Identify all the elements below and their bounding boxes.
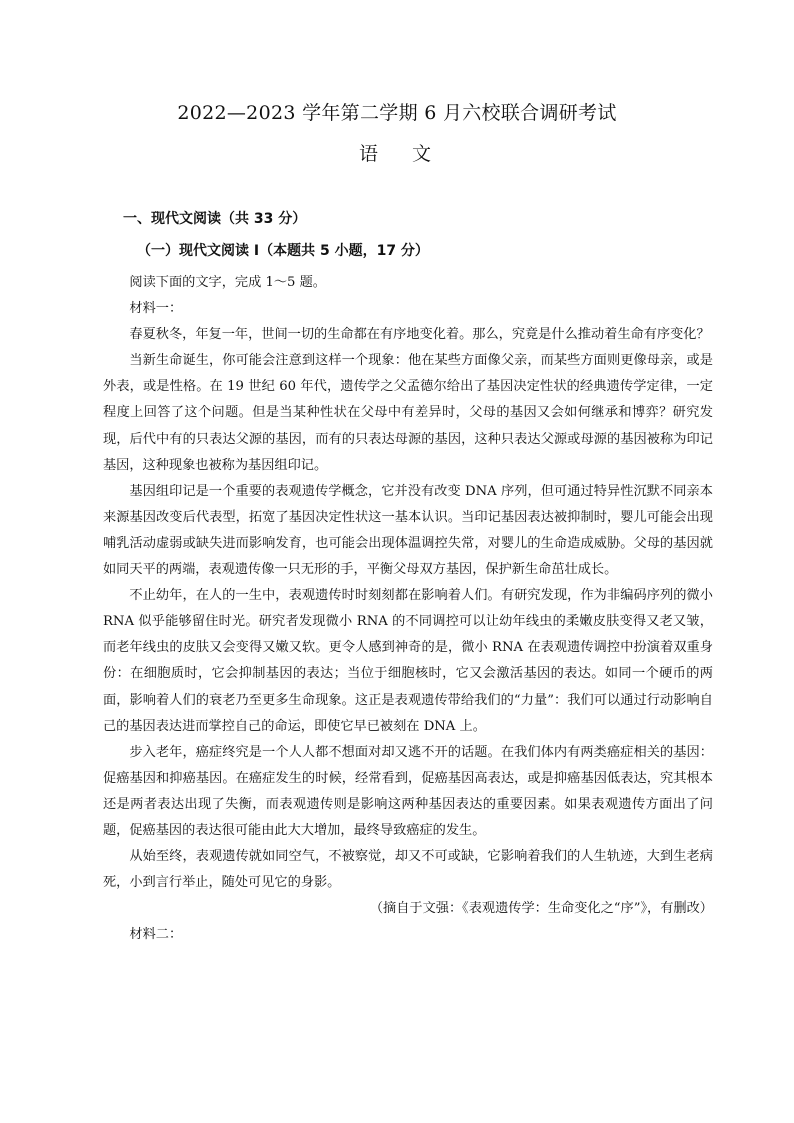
paragraph-2: 当新生命诞生，你可能会注意到这样一个现象：他在某些方面像父亲，而某些方面则更像母亲，或是外表，或是性格。在 19 世纪 60 年代，遗传学之父孟德尔给出了基因决定性状的经典遗传学定律，一定程度上回答了这个问题。但是当某种性状在父母中有差异时，父母的基因又会如何继承和博弈？研究发现，后代中有的只表达父源的基因，而有的只表达母源的基因，这种只表达父源或母源的基因被称为印记基因，这种现象也被称为基因组印记。 [103,353,713,473]
instruction-text: 阅读下面的文字，完成 1～5 题。 [129,275,326,290]
reading-passage [103,270,713,948]
subject-title: 语 文 [358,143,446,165]
section-heading: 一、现代文阅读（共 33 分） [123,211,307,227]
paragraph-6: 从始至终，表观遗传就如同空气，不被察觉，却又不可或缺，它影响着我们的人生轨迹，大到生老病死，小到言行举止，随处可见它的身影。 [103,849,713,891]
paragraph-3: 基因组印记是一个重要的表观遗传学概念，它并没有改变 DNA 序列，但可通过特异性沉默不同亲本来源基因改变后代表型，拓宽了基因决定性状这一基本认识。当印记基因表达被抑制时，婴儿可能会出现哺乳活动虚弱或缺失进而影响发育，也可能会出现体温调控失常，对婴儿的生命造成威胁。父母的基因就如同天平的两端，表观遗传像一只无形的手，平衡父母双方基因，保护新生命茁壮成长。 [103,483,713,578]
material-one-label: 材料一： [129,301,183,317]
source-citation: （摘自于文强：《表观遗传学：生命变化之“序”》，有删改） [369,901,713,917]
material-two-label: 材料二： [129,927,183,943]
paragraph-4: 不止幼年，在人的一生中，表观遗传时时刻刻都在影响着人们。有研究发现，作为非编码序列的微小 RNA 似乎能够留住时光。研究者发现微小 RNA 的不同调控可以让幼年线虫的柔嫩皮肤变得又老又皱，而老年线虫的皮肤又会变得又嫩又软。更令人感到神奇的是，微小 RNA 在表观遗传调控中扮演着双重身份：在细胞质时，它会抑制基因的表达；当位于细胞核时，它又会激活基因的表达。如同一个硬币的两面，影响着人们的衰老乃至更多生命现象。这正是表观遗传带给我们的“力量”：我们可以通过行动影响自己的基因表达进而掌控自己的命运，即使它早已被刻在 DNA 上。 [103,588,713,734]
section-subheading: （一）现代文阅读 I（本题共 5 小题，17 分） [137,243,429,259]
exam-title: 2022—2023 学年第二学期 6 月六校联合调研考试 [177,102,617,124]
paragraph-1: 春夏秋冬，年复一年，世间一切的生命都在有序地变化着。那么，究竟是什么推动着生命有序变化？ [129,327,710,343]
paragraph-5: 步入老年，癌症终究是一个人人都不想面对却又逃不开的话题。在我们体内有两类癌症相关的基因：促癌基因和抑癌基因。在癌症发生的时候，经常看到，促癌基因高表达，或是抑癌基因低表达，究其根本还是两者表达出现了失衡，而表观遗传则是影响这两种基因表达的重要因素。如果表观遗传方面出了问题，促癌基因的表达很可能由此大大增加，最终导致癌症的发生。 [103,744,713,838]
